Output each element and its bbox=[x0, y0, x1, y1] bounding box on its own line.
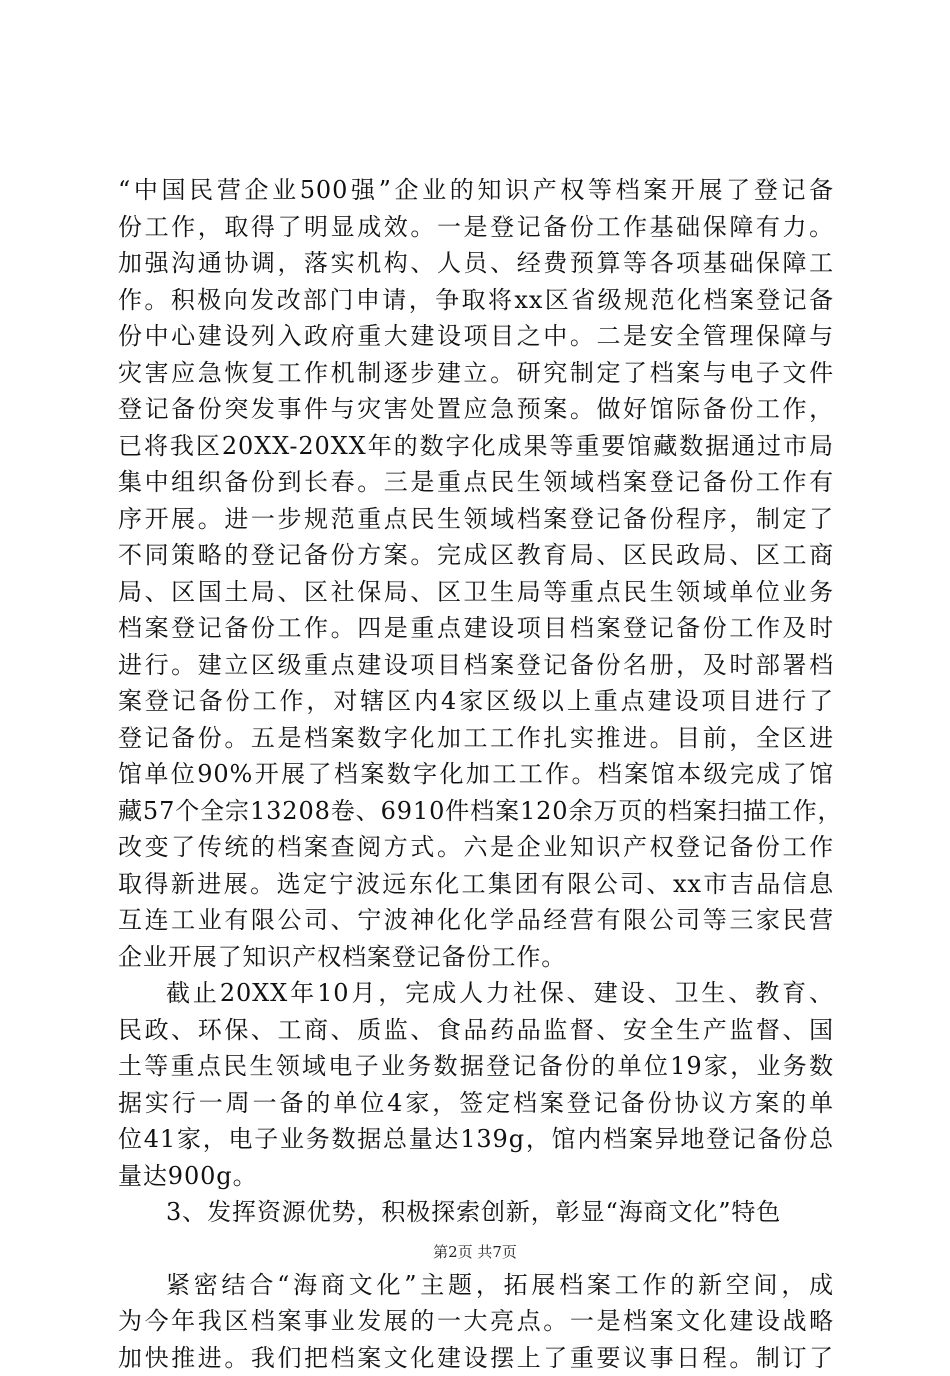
text-line: 不同策略的登记备份方案。完成区教育局、区民政局、区工商 bbox=[118, 537, 834, 574]
text-line: 截止20XX年10月，完成人力社保、建设、卫生、教育、 bbox=[118, 975, 834, 1012]
text-line: 取得新进展。选定宁波远东化工集团有限公司、xx市吉品信息 bbox=[118, 866, 834, 903]
text-line: 局、区国土局、区社保局、区卫生局等重点民生领域单位业务 bbox=[118, 574, 834, 611]
text-line: 加快推进。我们把档案文化建设摆上了重要议事日程。制订了 bbox=[118, 1340, 834, 1376]
text-line: 作。积极向发改部门申请，争取将xx区省级规范化档案登记备 bbox=[118, 282, 834, 319]
text-line: 已将我区20XX-20XX年的数字化成果等重要馆藏数据通过市局 bbox=[118, 428, 834, 465]
paragraph-3 bbox=[118, 1267, 834, 1376]
text-line: 登记备份。五是档案数字化加工工作扎实推进。目前，全区进 bbox=[118, 720, 834, 757]
text-line: 灾害应急恢复工作机制逐步建立。研究制定了档案与电子文件 bbox=[118, 355, 834, 392]
text-line: 份中心建设列入政府重大建设项目之中。二是安全管理保障与 bbox=[118, 318, 834, 355]
text-line: 位41家，电子业务数据总量达139g，馆内档案异地登记备份总 bbox=[118, 1121, 834, 1158]
text-line: 量达900g。 bbox=[118, 1158, 834, 1195]
text-line: 土等重点民生领域电子业务数据登记备份的单位19家，业务数 bbox=[118, 1048, 834, 1085]
text-line: 登记备份突发事件与灾害处置应急预案。做好馆际备份工作， bbox=[118, 391, 834, 428]
text-line: 集中组织备份到长春。三是重点民生领域档案登记备份工作有 bbox=[118, 464, 834, 501]
text-line: 进行。建立区级重点建设项目档案登记备份名册，及时部署档 bbox=[118, 647, 834, 684]
text-line: “中国民营企业500强”企业的知识产权等档案开展了登记备 bbox=[118, 172, 834, 209]
text-line: 序开展。进一步规范重点民生领域档案登记备份程序，制定了 bbox=[118, 501, 834, 538]
text-line: 改变了传统的档案查阅方式。六是企业知识产权登记备份工作 bbox=[118, 829, 834, 866]
text-line: 案登记备份工作，对辖区内4家区级以上重点建设项目进行了 bbox=[118, 683, 834, 720]
text-line: 藏57个全宗13208卷、6910件档案120余万页的档案扫描工作， bbox=[118, 793, 834, 830]
section-heading: 3、发挥资源优势，积极探索创新，彰显“海商文化”特色 bbox=[118, 1194, 834, 1231]
text-line: 加强沟通协调，落实机构、人员、经费预算等各项基础保障工 bbox=[118, 245, 834, 282]
text-line: 为今年我区档案事业发展的一大亮点。一是档案文化建设战略 bbox=[118, 1303, 834, 1340]
text-line: 互连工业有限公司、宁波神化化学品经营有限公司等三家民营 bbox=[118, 902, 834, 939]
page-number-footer: 第2页 共7页 bbox=[0, 1242, 950, 1262]
paragraph-2 bbox=[118, 975, 834, 1194]
text-line: 档案登记备份工作。四是重点建设项目档案登记备份工作及时 bbox=[118, 610, 834, 647]
text-line: 民政、环保、工商、质监、食品药品监督、安全生产监督、国 bbox=[118, 1012, 834, 1049]
text-line: 据实行一周一备的单位4家，签定档案登记备份协议方案的单 bbox=[118, 1085, 834, 1122]
text-line: 馆单位90%开展了档案数字化加工工作。档案馆本级完成了馆 bbox=[118, 756, 834, 793]
document-body bbox=[118, 172, 834, 1376]
text-line: 紧密结合“海商文化”主题，拓展档案工作的新空间，成 bbox=[118, 1267, 834, 1304]
text-line: 份工作，取得了明显成效。一是登记备份工作基础保障有力。 bbox=[118, 209, 834, 246]
paragraph-1 bbox=[118, 172, 834, 975]
text-line: 企业开展了知识产权档案登记备份工作。 bbox=[118, 939, 834, 976]
